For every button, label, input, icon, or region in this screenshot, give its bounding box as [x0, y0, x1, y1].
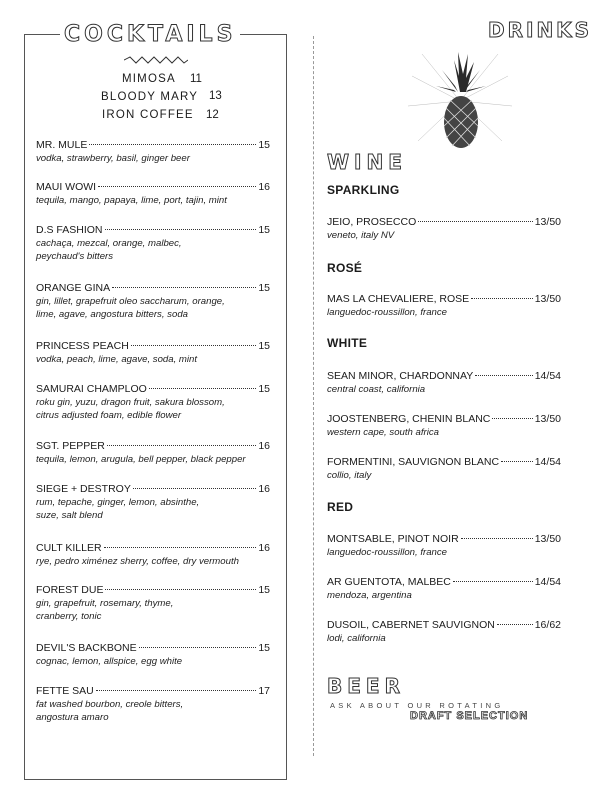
list-item — [327, 292, 561, 319]
list-item — [36, 281, 270, 321]
list-item — [36, 339, 270, 366]
item-description: cachaça, mezcal, orange, malbec, — [36, 238, 182, 249]
item-description: citrus adjusted foam, edible flower — [36, 410, 182, 421]
item-description: veneto, italy NV — [327, 230, 395, 241]
list-item — [36, 180, 270, 207]
list-item — [36, 482, 270, 522]
house-item-price: 13 — [209, 90, 222, 102]
house-item-name: BLOODY MARY — [101, 91, 199, 103]
drinks-title: DRINKS — [488, 18, 593, 42]
item-description: languedoc-roussillon, france — [327, 547, 447, 558]
house-item-name: MIMOSA — [122, 73, 176, 85]
item-price: 15 — [258, 139, 270, 151]
list-item — [36, 583, 270, 623]
list-item — [327, 532, 561, 559]
list-item — [327, 412, 561, 439]
item-name: JOOSTENBERG, CHENIN BLANC — [327, 413, 491, 425]
zigzag-ornament-icon — [124, 56, 188, 64]
item-price: 16 — [258, 483, 270, 495]
item-price: 14/54 — [534, 576, 561, 588]
list-item — [327, 618, 561, 645]
item-name: FETTE SAU — [36, 685, 94, 697]
item-name: MAUI WOWI — [36, 181, 97, 193]
item-name: AR GUENTOTA, MALBEC — [327, 576, 451, 588]
wine-subsection-red: RED — [327, 500, 354, 514]
item-description: rum, tepache, ginger, lemon, absinthe, — [36, 497, 200, 508]
cocktails-title: COCKTAILS — [60, 22, 240, 47]
list-item — [36, 541, 270, 568]
item-name: SEAN MINOR, CHARDONNAY — [327, 370, 474, 382]
beer-draft-selection: DRAFT SELECTION — [410, 710, 529, 722]
item-price: 15 — [258, 340, 270, 352]
item-description: roku gin, yuzu, dragon fruit, sakura blossom, — [36, 397, 225, 408]
item-description: vodka, strawberry, basil, ginger beer — [36, 153, 190, 164]
item-price: 16 — [258, 542, 270, 554]
item-description: suze, salt blend — [36, 510, 103, 521]
item-name: MR. MULE — [36, 139, 88, 151]
list-item — [36, 684, 270, 724]
item-description: gin, lillet, grapefruit oleo saccharum, orange, — [36, 296, 225, 307]
item-name: SIEGE + DESTROY — [36, 483, 131, 495]
item-price: 13/50 — [534, 533, 561, 545]
item-name: SGT. PEPPER — [36, 440, 105, 452]
item-name: DEVIL'S BACKBONE — [36, 642, 137, 654]
item-name: MONTSABLE, PINOT NOIR — [327, 533, 459, 545]
beer-note: ASK ABOUT OUR ROTATING — [330, 701, 504, 710]
item-price: 15 — [258, 642, 270, 654]
house-item-price: 12 — [206, 109, 219, 121]
item-description: lodi, california — [327, 633, 386, 644]
item-description: fat washed bourbon, creole bitters, — [36, 699, 184, 710]
item-name: PRINCESS PEACH — [36, 340, 129, 352]
list-item — [36, 439, 270, 466]
wine-subsection-sparkling: SPARKLING — [327, 183, 400, 197]
list-item — [327, 455, 561, 482]
item-price: 14/54 — [534, 456, 561, 468]
list-item — [36, 382, 270, 422]
item-description: lime, agave, angostura bitters, soda — [36, 309, 188, 320]
item-name: DUSOIL, CABERNET SAUVIGNON — [327, 619, 495, 631]
item-price: 15 — [258, 224, 270, 236]
item-description: mendoza, argentina — [327, 590, 412, 601]
list-item — [36, 641, 270, 668]
item-price: 15 — [258, 282, 270, 294]
item-description: central coast, california — [327, 384, 426, 395]
item-price: 16 — [258, 181, 270, 193]
item-description: tequila, mango, papaya, lime, port, tajin, mint — [36, 195, 227, 206]
item-name: FORMENTINI, SAUVIGNON BLANC — [327, 456, 500, 468]
item-price: 14/54 — [534, 370, 561, 382]
item-price: 16/62 — [534, 619, 561, 631]
wine-section-title: WINE — [327, 150, 407, 174]
item-description: angostura amaro — [36, 712, 109, 723]
list-item — [36, 138, 270, 165]
list-item — [327, 369, 561, 396]
item-name: D.S FASHION — [36, 224, 103, 236]
item-name: ORANGE GINA — [36, 282, 111, 294]
list-item — [327, 575, 561, 602]
item-price: 15 — [258, 584, 270, 596]
wine-subsection-white: WHITE — [327, 336, 368, 350]
item-description: western cape, south africa — [327, 427, 439, 438]
item-description: collio, italy — [327, 470, 372, 481]
item-description: gin, grapefruit, rosemary, thyme, — [36, 598, 174, 609]
house-item-name: IRON COFFEE — [102, 109, 194, 121]
pineapple-icon — [408, 46, 512, 156]
item-name: MAS LA CHEVALIERE, ROSE — [327, 293, 470, 305]
list-item — [36, 223, 270, 263]
item-price: 13/50 — [534, 293, 561, 305]
item-description: vodka, peach, lime, agave, soda, mint — [36, 354, 198, 365]
item-description: peychaud's bitters — [36, 251, 114, 262]
wine-subsection-rose: ROSÉ — [327, 261, 363, 275]
item-description: tequila, lemon, arugula, bell pepper, black pepper — [36, 454, 246, 465]
item-name: CULT KILLER — [36, 542, 102, 554]
item-price: 15 — [258, 383, 270, 395]
item-price: 13/50 — [534, 216, 561, 228]
list-item — [327, 215, 561, 242]
item-name: FOREST DUE — [36, 584, 104, 596]
item-name: SAMURAI CHAMPLOO — [36, 383, 147, 395]
beer-section-title: BEER — [327, 674, 405, 698]
item-price: 17 — [258, 685, 270, 697]
item-description: rye, pedro ximénez sherry, coffee, dry vermouth — [36, 556, 239, 567]
item-price: 16 — [258, 440, 270, 452]
item-description: cognac, lemon, allspice, egg white — [36, 656, 183, 667]
item-name: JEIO, PROSECCO — [327, 216, 417, 228]
item-description: cranberry, tonic — [36, 611, 102, 622]
house-item-price: 11 — [190, 73, 202, 85]
item-description: languedoc-roussillon, france — [327, 307, 447, 318]
item-price: 13/50 — [534, 413, 561, 425]
column-divider — [313, 36, 314, 756]
